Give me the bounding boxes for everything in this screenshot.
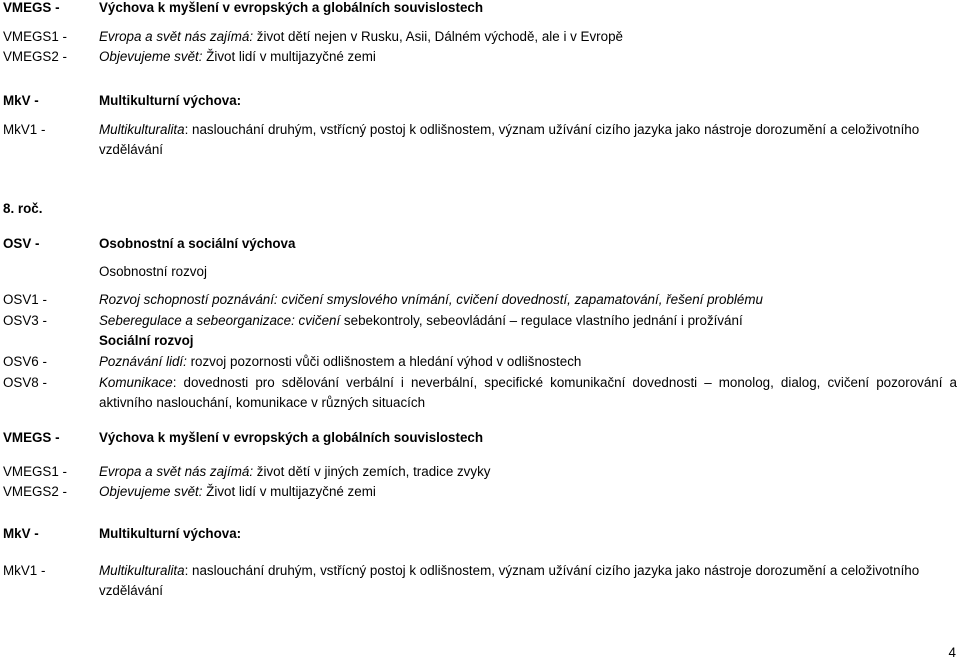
item-vmegs2-text: Život lidí v multijazyčné zemi	[202, 49, 376, 64]
code-vmegs: VMEGS -	[3, 0, 60, 15]
code-vmegs1: VMEGS1 -	[3, 29, 67, 44]
item-mkv1-label: Multikulturalita	[99, 122, 185, 137]
code-mkv: MkV -	[3, 93, 39, 108]
heading-mkv: Multikulturní výchova:	[99, 93, 242, 108]
heading-vmegs: Výchova k myšlení v evropských a globálních souvislostech	[99, 0, 484, 15]
item-osv8	[99, 373, 957, 413]
item-osv3	[99, 311, 957, 331]
item-mkv1-2-text: : naslouchání druhým, vstřícný postoj k odlišnostem, význam užívání cizího jazyka jako nástroje dorozumění a celoživotního vzdělávání	[99, 563, 920, 598]
item-osv3-text: sebekontroly, sebeovládání – regulace vlastního jednání i prožívání	[340, 313, 743, 328]
code-vmegs2-2: VMEGS2 -	[3, 484, 67, 499]
heading-osv: Osobnostní a sociální výchova	[99, 236, 296, 251]
item-vmegs2-label: Objevujeme svět:	[99, 49, 203, 64]
item-vmegs1	[99, 27, 957, 47]
code-vmegs2: VMEGS2 -	[3, 49, 67, 64]
item-vmegs1-2	[99, 462, 957, 482]
item-vmegs1-text: život dětí nejen v Rusku, Asii, Dálném východě, ale i v Evropě	[253, 29, 623, 44]
code-vmegs1-2: VMEGS1 -	[3, 464, 67, 479]
item-osv8-label: Komunikace	[99, 375, 173, 390]
subheading-osobnostni-rozvoj: Osobnostní rozvoj	[99, 264, 207, 279]
item-mkv1	[99, 120, 957, 160]
code-osv: OSV -	[3, 236, 40, 251]
item-vmegs1-2-text: život dětí v jiných zemích, tradice zvyky	[253, 464, 491, 479]
grade-heading: 8. roč.	[3, 201, 43, 216]
item-mkv1-2-label: Multikulturalita	[99, 563, 185, 578]
code-mkv1-2: MkV1 -	[3, 563, 46, 578]
item-vmegs2-2-label: Objevujeme svět:	[99, 484, 203, 499]
code-vmegs-2: VMEGS -	[3, 430, 60, 445]
code-mkv-2: MkV -	[3, 526, 39, 541]
item-osv6	[99, 352, 957, 372]
heading-mkv-2: Multikulturní výchova:	[99, 526, 242, 541]
code-osv1: OSV1 -	[3, 292, 47, 307]
item-osv6-label: Poznávání lidí:	[99, 354, 187, 369]
code-osv6: OSV6 -	[3, 354, 47, 369]
subheading-socialni-rozvoj: Sociální rozvoj	[99, 333, 194, 348]
item-vmegs2-2	[99, 482, 957, 502]
code-osv3: OSV3 -	[3, 313, 47, 328]
heading-vmegs-2: Výchova k myšlení v evropských a globálních souvislostech	[99, 430, 484, 445]
item-osv1: Rozvoj schopností poznávání: cvičení smyslového vnímání, cvičení dovedností, zapamatování, řešení problému	[99, 292, 763, 307]
code-osv8: OSV8 -	[3, 375, 47, 390]
item-vmegs2	[99, 47, 957, 67]
item-osv8-text: : dovednosti pro sdělování verbální i neverbální, specifické komunikační dovednosti – monolog, dialog, cvičení pozorování a aktivního naslouchání, komunikace v různých situacích	[99, 375, 957, 410]
item-osv6-text: rozvoj pozornosti vůči odlišnostem a hledání výhod v odlišnostech	[186, 354, 582, 369]
item-osv3-label: Seberegulace a sebeorganizace: cvičení	[99, 313, 341, 328]
item-vmegs2-2-text: Život lidí v multijazyčné zemi	[202, 484, 376, 499]
code-mkv1: MkV1 -	[3, 122, 46, 137]
item-mkv1-text: : naslouchání druhým, vstřícný postoj k odlišnostem, význam užívání cizího jazyka jako nástroje dorozumění a celoživotního vzdělávání	[99, 122, 920, 157]
item-vmegs1-2-label: Evropa a svět nás zajímá:	[99, 464, 254, 479]
item-vmegs1-label: Evropa a svět nás zajímá:	[99, 29, 254, 44]
item-mkv1-2	[99, 561, 957, 601]
page-number: 4	[948, 645, 956, 660]
